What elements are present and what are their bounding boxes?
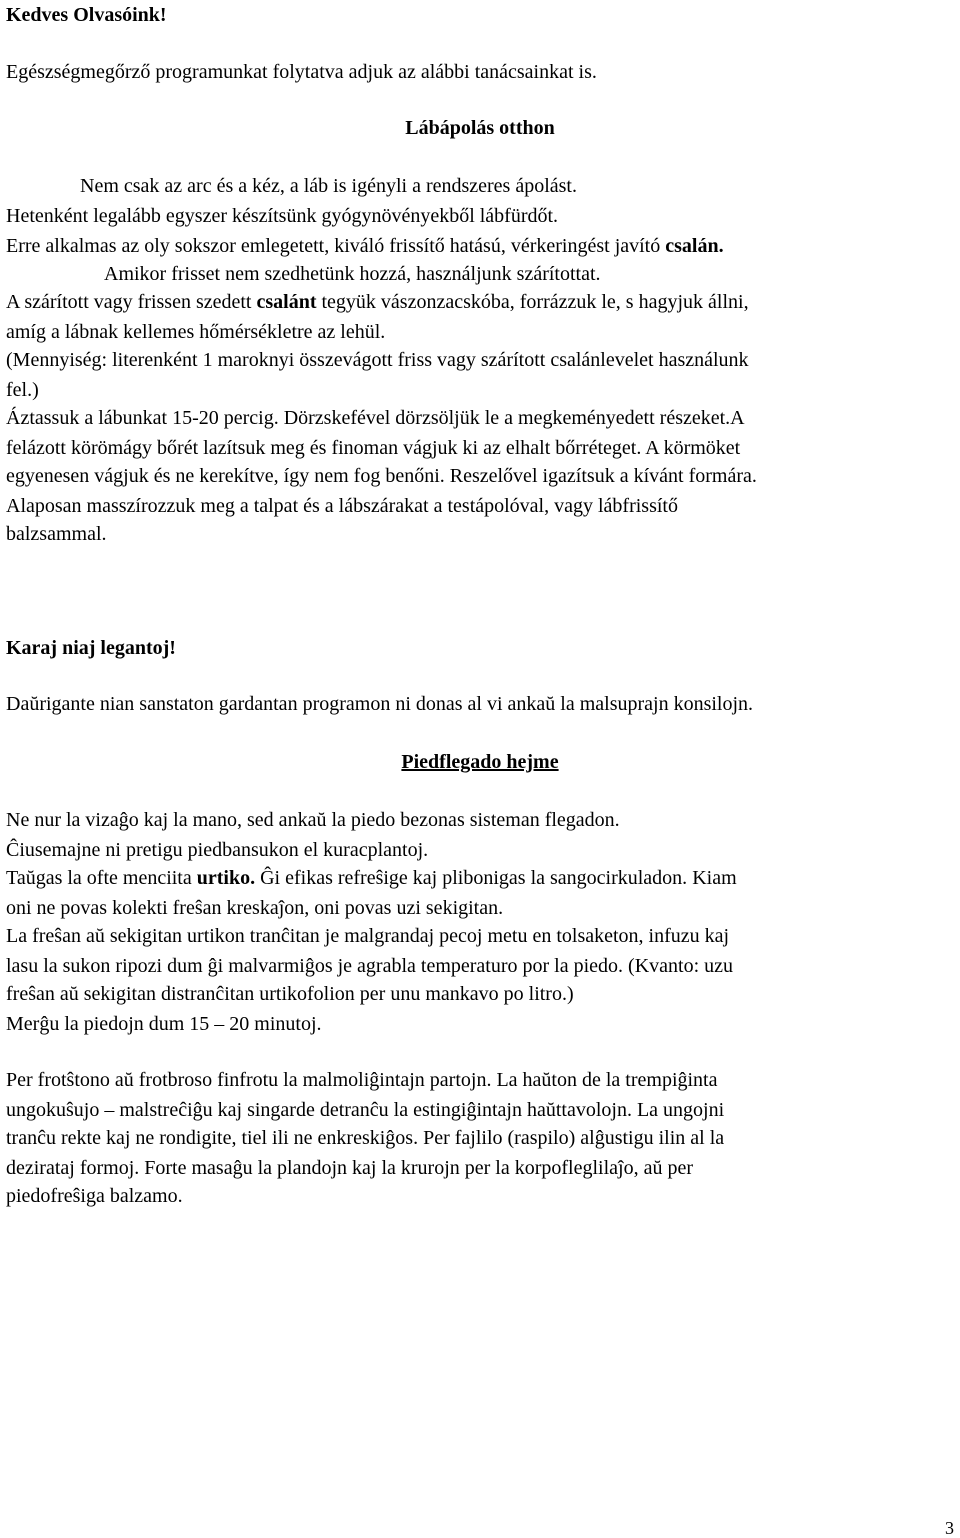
eo-intro: Daŭrigante nian sanstaton gardantan programon ni donas al vi ankaŭ la malsuprajn konsilojn. <box>6 693 754 715</box>
hu-line-4: Amikor frisset nem szedhetünk hozzá, használjunk szárítottat. <box>104 263 601 285</box>
eo-line-2: Ĉiusemajne ni pretigu piedbansukon el kuracplantoj. <box>6 839 429 861</box>
hu-line-8: fel.) <box>6 379 39 401</box>
hu-line-7: (Mennyiség: literenként 1 maroknyi összevágott friss vagy szárított csalánlevelet használunk <box>6 349 749 371</box>
eo-line-4: oni ne povas kolekti freŝan kreskaĵon, oni povas uzi sekigitan. <box>6 897 504 919</box>
hu-line-9: Áztassuk a lábunkat 15-20 percig. Dörzskefével dörzsöljük le a megkeményedett részeket.A <box>6 407 745 429</box>
hu-line-6: amíg a lábnak kellemes hőmérsékletre az lehül. <box>6 321 386 343</box>
eo-para2-line-2: ungokuŝujo – malstreĉiĝu kaj singarde detranĉu la estingiĝintajn haŭttavolojn. La ungojni <box>6 1099 725 1121</box>
hu-intro: Egészségmegőrző programunkat folytatva adjuk az alábbi tanácsainkat is. <box>6 61 597 83</box>
eo-para2-line-1: Per frotŝtono aŭ frotbroso finfrotu la malmoliĝintajn partojn. La haŭton de la trempiĝinta <box>6 1069 718 1091</box>
eo-title-text: Piedflegado hejme <box>401 751 559 773</box>
eo-para2-line-4: dezirataj formoj. Forte masaĝu la plandojn kaj la krurojn per la korpofleglilaĵo, aŭ per <box>6 1157 693 1179</box>
eo-line-7: freŝan aŭ sekigitan distranĉitan urtikofolion per unu mankavo po litro.) <box>6 983 574 1005</box>
page-number: 3 <box>945 1518 954 1538</box>
eo-para2-line-5: piedofreŝiga balzamo. <box>6 1185 183 1207</box>
hu-line-5 <box>6 290 749 314</box>
hu-line-5-text-a: A szárított vagy frissen szedett <box>6 291 257 313</box>
eo-line-3-text-d: Kiam <box>687 867 737 889</box>
hu-line-2: Hetenként legalább egyszer készítsünk gyógynövényekből lábfürdőt. <box>6 205 559 227</box>
eo-line-3 <box>6 866 737 890</box>
eo-greeting: Karaj niaj legantoj! <box>6 637 176 659</box>
eo-line-3-text-c: Ĝi efikas refreŝige kaj plibonigas la sangocirkuladon. <box>255 867 688 889</box>
hu-line-3-text: Erre alkalmas az oly sokszor emlegetett, kiváló frissítő hatású, vérkeringést javító <box>6 235 666 257</box>
eo-line-5: La freŝan aŭ sekigitan urtikon tranĉitan je malgrandaj pecoj metu en tolsaketon, infuzu kaj <box>6 925 730 947</box>
hu-line-3 <box>6 234 724 258</box>
hu-title: Lábápolás otthon <box>405 117 555 139</box>
eo-title <box>0 750 960 774</box>
eo-line-1: Ne nur la vizaĝo kaj la mano, sed ankaŭ la piedo bezonas sisteman flegadon. <box>6 809 620 831</box>
eo-line-6: lasu la sukon ripozi dum ĝi malvarmiĝos je agrabla temperaturo por la piedo. (Kvanto: uzu <box>6 955 734 977</box>
hu-line-12: Alaposan masszírozzuk meg a talpat és a lábszárakat a testápolóval, vagy lábfrissítő <box>6 495 678 517</box>
hu-line-1: Nem csak az arc és a kéz, a láb is igényli a rendszeres ápolást. <box>80 175 577 197</box>
hu-greeting: Kedves Olvasóink! <box>6 4 167 26</box>
eo-line-8: Merĝu la piedojn dum 15 – 20 minutoj. <box>6 1013 322 1035</box>
eo-line-3-bold: urtiko. <box>196 867 256 889</box>
hu-line-13: balzsammal. <box>6 523 107 545</box>
hu-line-3-bold: csalán. <box>665 235 724 257</box>
hu-line-10: felázott körömágy bőrét lazítsuk meg és finoman vágjuk ki az elhalt bőrréteget. A körmöket <box>6 437 741 459</box>
eo-para2-line-3: tranĉu rekte kaj ne rondigite, tiel ili ne enkreskiĝos. Per fajlilo (raspilo) alĝustigu ilin al la <box>6 1127 725 1149</box>
hu-line-5-text-c: tegyük vászonzacskóba, forrázzuk le, s hagyjuk állni, <box>316 291 749 313</box>
eo-line-3-text-a: Taŭgas la ofte menciita <box>6 867 197 889</box>
hu-line-5-bold: csalánt <box>256 291 317 313</box>
hu-line-11: egyenesen vágjuk és ne kerekítve, így nem fog benőni. Reszelővel igazítsuk a kívánt formára. <box>6 465 757 487</box>
